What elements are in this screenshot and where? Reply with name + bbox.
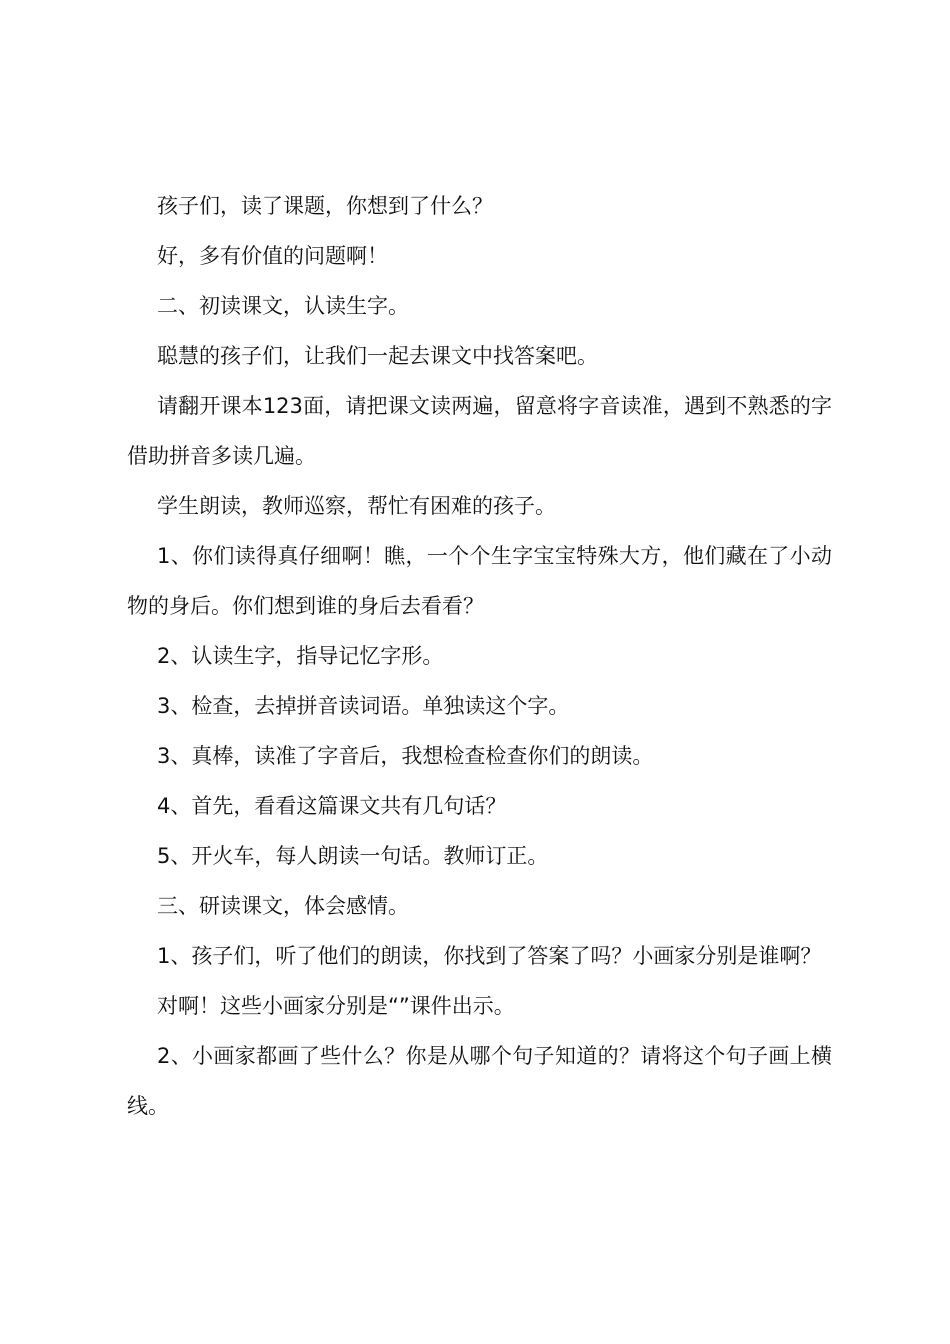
- section-heading: 二、初读课文，认读生字。: [157, 294, 409, 318]
- list-item: 2、小画家都画了些什么？你是从哪个句子知道的？请将这个句子画上横线。: [127, 1044, 832, 1118]
- list-item: 5、开火车，每人朗读一句话。教师订正。: [157, 844, 549, 868]
- document-page: [127, 181, 832, 1131]
- paragraph: 请翻开课本123面，请把课文读两遍，留意将字音读准，遇到不熟悉的字借助拼音多读几遍。: [127, 394, 832, 468]
- paragraph: 聪慧的孩子们，让我们一起去课文中找答案吧。: [157, 344, 598, 368]
- list-item: 2、认读生字，指导记忆字形。: [157, 644, 444, 668]
- list-item: 1、孩子们，听了他们的朗读，你找到了答案了吗？小画家分别是谁啊？: [157, 944, 822, 968]
- list-item: 1、你们读得真仔细啊！瞧，一个个生字宝宝特殊大方，他们藏在了小动物的身后。你们想到谁的身后去看看？: [127, 544, 832, 618]
- paragraph: 对啊！这些小画家分别是“”课件出示。: [157, 994, 515, 1018]
- section-heading: 三、研读课文，体会感情。: [157, 894, 409, 918]
- list-item: 3、真棒，读准了字音后，我想检查检查你们的朗读。: [157, 744, 654, 768]
- paragraph: 学生朗读，教师巡察，帮忙有困难的孩子。: [157, 494, 556, 518]
- paragraph: 孩子们，读了课题，你想到了什么？: [157, 194, 493, 218]
- list-item: 3、检查，去掉拼音读词语。单独读这个字。: [157, 694, 570, 718]
- paragraph: 好，多有价值的问题啊！: [157, 244, 388, 268]
- list-item: 4、首先，看看这篇课文共有几句话？: [157, 794, 507, 818]
